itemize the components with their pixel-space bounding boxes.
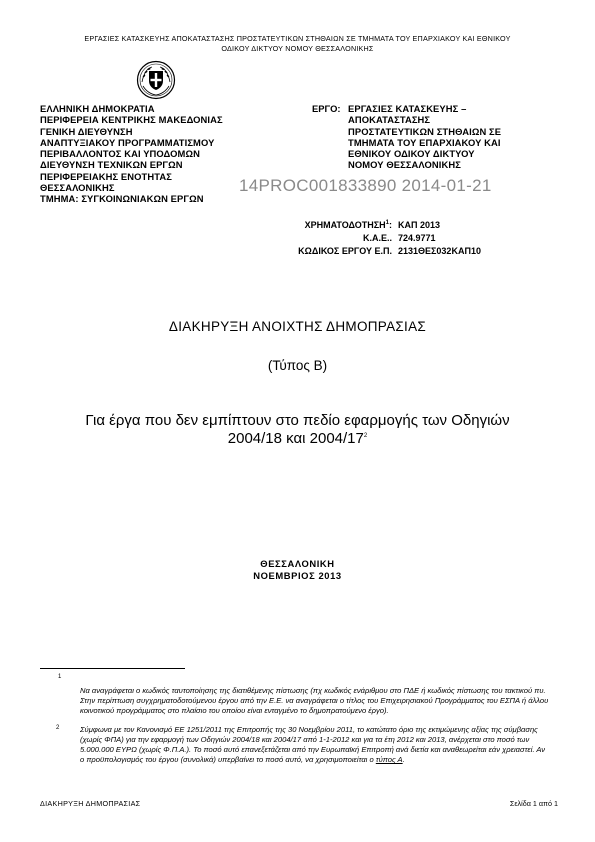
issuing-authority	[40, 103, 270, 205]
place-date: ΝΟΕΜΒΡΙΟΣ 2013	[253, 569, 342, 581]
authority-line: ΓΕΝΙΚΗ ΔΙΕΥΘΥΝΣΗ	[40, 125, 133, 137]
footnote-divider	[40, 668, 185, 669]
authority-line: ΑΝΑΠΤΥΞΙΑΚΟΥ ΠΡΟΓΡΑΜΜΑΤΙΣΜΟΥ	[40, 136, 215, 148]
project-title-line: ΠΡΟΣΤΑΤΕΥΤΙΚΩΝ ΣΤΗΘΑΙΩΝ ΣΕ	[348, 125, 502, 137]
project-title-line: ΝΟΜΟΥ ΘΕΣΣΑΛΟΝΙΚΗΣ	[348, 159, 461, 171]
footnote-2-link: τύπος Α	[375, 755, 403, 764]
footnote-2: Σύμφωνα με τον Κανονισμό ΕΕ 1251/2011 της Επιτροπής της 30 Νοεμβρίου 2011, το κατώτατο όριο της εκτιμώμενης αξίας της σύμβασης (χωρίς ΦΠΑ) για την εφαρμογή των Οδηγιών 2004/18 και 2004/17 από 1-1-2012 και για τα έτη 2012 και 2013, ανέρχεται στο ποσό των 5.000.000 ΕΥΡΩ (χωρίς Φ.Π.Α.). Το ποσό αυτό επανεξετάζεται από την Ευρωπαϊκή Επιτροπή ανά διετία και αναθεωρείται εάν χρειαστεί. Αν ο προϋπολογισμός του έργου (συνολικά) υπερβαίνει το ποσό αυτό, να χρησιμοποιείται ο τύπος Α.	[80, 725, 546, 764]
project-title-line: ΕΘΝΙΚΟΥ ΟΔΙΚΟΥ ΔΙΚΤΥΟΥ	[348, 148, 475, 160]
footer-document-name: ΔΙΑΚΗΡΥΞΗ ΔΗΜΟΠΡΑΣΙΑΣ	[40, 799, 141, 808]
authority-line: ΠΕΡΙΒΑΛΛΟΝΤΟΣ ΚΑΙ ΥΠΟΔΟΜΩΝ	[40, 148, 200, 160]
footer-page-number: Σελίδα 1 από 1	[509, 799, 558, 808]
footnote-1-number: 1	[58, 674, 62, 680]
authority-line: ΠΕΡΙΦΕΡΕΙΑΚΗΣ ΕΝΟΤΗΤΑΣ	[40, 170, 172, 182]
authority-line: ΠΕΡΙΦΕΡΕΙΑ ΚΕΝΤΡΙΚΗΣ ΜΑΚΕΔΟΝΙΑΣ	[40, 114, 223, 126]
project-title-line: ΤΜΗΜΑΤΑ ΤΟΥ ΕΠΑΡΧΙΑΚΟΥ ΚΑΙ	[348, 136, 501, 148]
footnote-1-text: Να αναγράφεται ο κωδικός ταυτοποίησης της διατιθέμενης πίστωσης (πχ κωδικός ενάριθμου στο ΠΔΕ ή κωδικός πίστωσης του τακτικού πυ. Στην περίπτωση συγχρηματοδοτούμενου έργου από την Ε.Ε. να αναγράφεται ο τίτλος του Επιχειρησιακού Προγράμματος του ΕΣΠΑ ή άλλου κοινοτικού προγράμματος στο πλαίσιο του οποίου είναι ενταγμένο το δημοπρατούμενο έργο).	[80, 686, 549, 715]
kae-value: 724.9771	[398, 233, 436, 243]
document-id-watermark: 14PROC001833890 2014-01-21	[239, 176, 492, 195]
project-title-line: ΑΠΟΚΑΤΑΣΤΑΣΗΣ	[348, 114, 431, 126]
running-header	[0, 34, 595, 53]
place-city: ΘΕΣΣΑΛΟΝΙΚΗ	[260, 558, 335, 569]
kae-label: Κ.Α.Ε..	[362, 233, 392, 243]
funding-label: ΧΡΗΜΑΤΟΔΟΤΗΣΗ	[304, 220, 386, 230]
authority-line: ΕΛΛΗΝΙΚΗ ΔΗΜΟΚΡΑΤΙΑ	[40, 103, 155, 114]
financing-labels	[250, 219, 392, 258]
project-title	[348, 103, 548, 171]
funding-label-row: ΧΡΗΜΑΤΟΔΟΤΗΣΗ$^1$:	[304, 220, 392, 230]
project-label: ΕΡΓΟ:	[312, 103, 341, 114]
authority-line: ΤΜΗΜΑ: ΣΥΓΚΟΙΝΩΝΙΑΚΩΝ ΕΡΓΩΝ	[40, 193, 204, 205]
scope-line-2-row	[30, 430, 565, 448]
financing-values	[398, 219, 481, 258]
footnote-ref-2: 2	[363, 433, 368, 439]
running-header-line-1: ΕΡΓΑΣΙΕΣ ΚΑΤΑΣΚΕΥΗΣ ΑΠΟΚΑΤΑΣΤΑΣΗΣ ΠΡΟΣΤΑΤΕΥΤΙΚΩΝ ΣΤΗΘΑΙΩΝ ΣΕ ΤΜΗΜΑΤΑ ΤΟΥ ΕΠΑΡΧΙΑΚΟΥ ΚΑΙ ΕΘΝΙΚΟΥ	[84, 34, 511, 43]
scope-line-2: 2004/18 και 2004/17	[227, 430, 364, 447]
scope-line-1: Για έργα που δεν εμπίπτουν στο πεδίο εφαρμογής των Οδηγιών	[85, 412, 510, 429]
footnote-2-text: Σύμφωνα με τον Κανονισμό ΕΕ 1251/2011 της Επιτροπής της 30 Νοεμβρίου 2011, το κατώτατο όριο της εκτιμώμενης αξίας της σύμβασης (χωρίς ΦΠΑ) για την εφαρμογή των Οδηγιών 2004/18 και 2004/17 από 1-1-2012 και για τα έτη 2012 και 2013, ανέρχεται στο ποσό των 5.000.000 ΕΥΡΩ (χωρίς Φ.Π.Α.). Το ποσό αυτό επανεξετάζεται από την Ευρωπαϊκή Επιτροπή ανά διετία και αναθεωρείται εάν χρειαστεί. Αν ο προϋπολογισμός του έργου (συνολικά) υπερβαίνει το ποσό αυτό, να χρησιμοποιείται ο	[80, 725, 546, 764]
footnote-2-number: 2	[56, 725, 60, 731]
authority-line: ΔΙΕΥΘΥΝΣΗ ΤΕΧΝΙΚΩΝ ΕΡΓΩΝ	[40, 159, 183, 171]
place-and-date	[0, 558, 595, 581]
document-subtitle: (Τύπος Β)	[267, 358, 328, 373]
hellenic-republic-emblem-icon	[136, 60, 176, 100]
project-code-value: 2131ΘΕΣ032ΚΑΠ10	[398, 246, 481, 256]
funding-value: ΚΑΠ 2013	[398, 220, 441, 230]
project-code-label: ΚΩΔΙΚΟΣ ΕΡΓΟΥ Ε.Π.	[298, 246, 392, 256]
project-title-line: ΕΡΓΑΣΙΕΣ ΚΑΤΑΣΚΕΥΗΣ –	[348, 103, 467, 114]
document-scope	[30, 412, 565, 448]
authority-line: ΘΕΣΣΑΛΟΝΙΚΗΣ	[40, 182, 115, 194]
running-header-line-2: ΟΔΙΚΟΥ ΔΙΚΤΥΟΥ ΝΟΜΟΥ ΘΕΣΣΑΛΟΝΙΚΗΣ	[221, 43, 374, 53]
footnote-ref-1: 1	[385, 220, 389, 226]
document-title: ΔΙΑΚΗΡΥΞΗ ΑΝΟΙΧΤΗΣ ΔΗΜΟΠΡΑΣΙΑΣ	[168, 319, 427, 334]
